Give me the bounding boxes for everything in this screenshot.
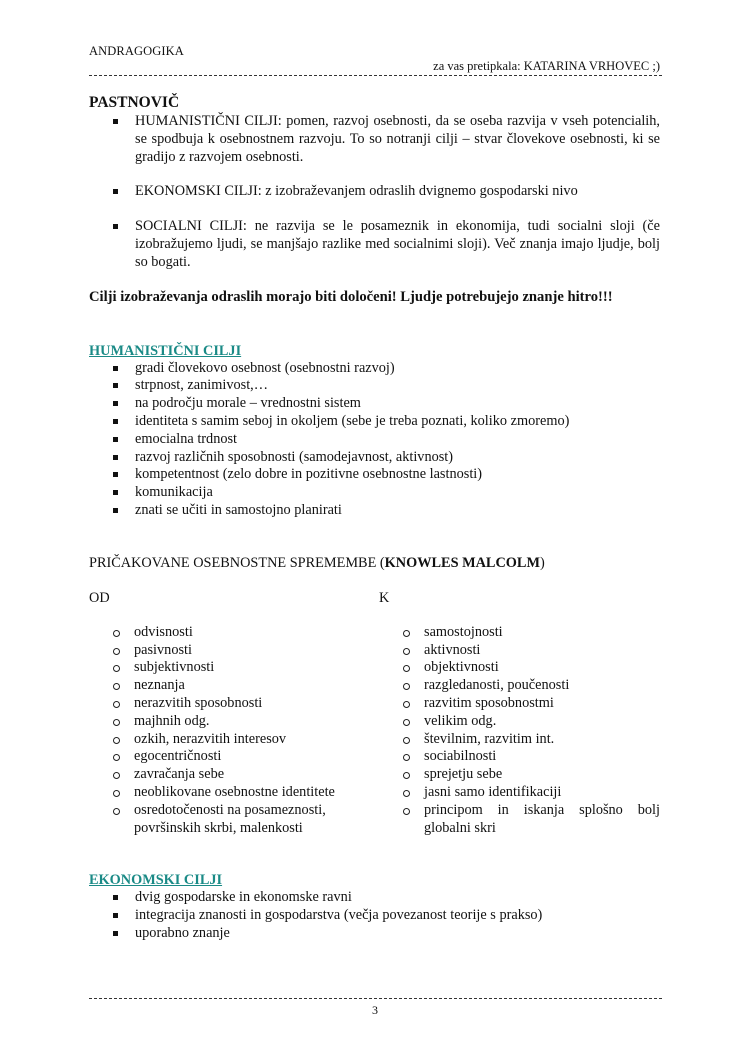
to-item: jasni samo identifikaciji [379,784,660,802]
from-item: osredotočenosti na posameznosti, površinskih skrbi, malenkosti [89,802,379,838]
ekonomski-list [89,889,660,942]
spremembe-title-suffix: ) [539,554,545,571]
from-item: majhnih odg. [89,713,379,731]
humanisticni-list [89,360,660,520]
bold-note: Cilji izobraževanja odraslih morajo biti določeni! Ljudje potrebujejo znanje hitro!!! [89,288,613,305]
spremembe-title-prefix: PRIČAKOVANE OSEBNOSTNE SPREMEMBE ( [89,554,385,571]
to-label: K [379,589,390,606]
footer-divider [89,998,662,999]
to-item: razvitim sposobnostmi [379,695,660,713]
from-list [89,624,379,838]
list-item: kompetentnost (zelo dobre in pozitivne osebnostne lastnosti) [89,466,660,484]
from-label: OD [89,589,110,606]
from-item: neoblikovane osebnostne identitete [89,784,379,802]
course-title: ANDRAGOGIKA [89,44,184,58]
pastnovic-heading: PASTNOVIČ [89,94,180,111]
list-item: znati se učiti in samostojno planirati [89,502,660,520]
humanisticni-heading: HUMANISTIČNI CILJI [89,342,242,359]
spremembe-title-author: KNOWLES MALCOLM [384,554,540,571]
list-item: na področju morale – vrednostni sistem [89,395,660,413]
column-labels [89,589,660,607]
to-list [379,624,660,838]
from-item: ozkih, nerazvitih interesov [89,731,379,749]
pastnovic-list [89,113,660,272]
to-item: številnim, razvitim int. [379,731,660,749]
to-item: principom in iskanja splošno bolj globalni skri [379,802,660,838]
to-item: sociabilnosti [379,748,660,766]
header-divider [89,75,662,76]
to-item: velikim odg. [379,713,660,731]
from-item: odvisnosti [89,624,379,642]
header-credit: za vas pretipkala: KATARINA VRHOVEC ;) [433,59,660,73]
list-item: identiteta s samim seboj in okoljem (sebe je treba poznati, koliko zmoremo) [89,413,660,431]
list-item: gradi človekovo osebnost (osebnostni razvoj) [89,360,660,378]
list-item: EKONOMSKI CILJI: z izobraževanjem odraslih dvignemo gospodarski nivo [89,183,660,201]
list-item: integracija znanosti in gospodarstva (večja povezanost teorije s prakso) [89,907,660,925]
to-item: objektivnosti [379,659,660,677]
from-item: pasivnosti [89,642,379,660]
page-content [89,93,660,943]
list-item: SOCIALNI CILJI: ne razvija se le posameznik in ekonomija, tudi socialni sloji (če izobražujemo ljudi, se manjšajo razlike med socialnimi sloji). Več znanja imajo ljudje, bolj so bogati. [89,218,660,271]
spremembe-heading [89,554,660,572]
list-item: dvig gospodarske in ekonomske ravni [89,889,660,907]
to-item: sprejetju sebe [379,766,660,784]
to-item: razgledanosti, poučenosti [379,677,660,695]
list-item: HUMANISTIČNI CILJI: pomen, razvoj osebnosti, da se oseba razvija v vseh potencialih, se spodbuja k osebnostnem razvoju. To so notranji cilji – stvar človekove osebnosti, ki se gradijo z razvojem osebnosti. [89,113,660,166]
from-item: nerazvitih sposobnosti [89,695,379,713]
to-item: aktivnosti [379,642,660,660]
from-item: subjektivnosti [89,659,379,677]
ekonomski-heading: EKONOMSKI CILJI [89,872,223,889]
list-item: komunikacija [89,484,660,502]
list-item: uporabno znanje [89,925,660,943]
changes-columns [89,624,660,838]
list-item: emocialna trdnost [89,431,660,449]
page-number: 3 [372,1003,378,1017]
to-item: samostojnosti [379,624,660,642]
from-item: egocentričnosti [89,748,379,766]
list-item: razvoj različnih sposobnosti (samodejavnost, aktivnost) [89,449,660,467]
list-item: strpnost, zanimivost,… [89,377,660,395]
from-item: zavračanja sebe [89,766,379,784]
from-item: neznanja [89,677,379,695]
